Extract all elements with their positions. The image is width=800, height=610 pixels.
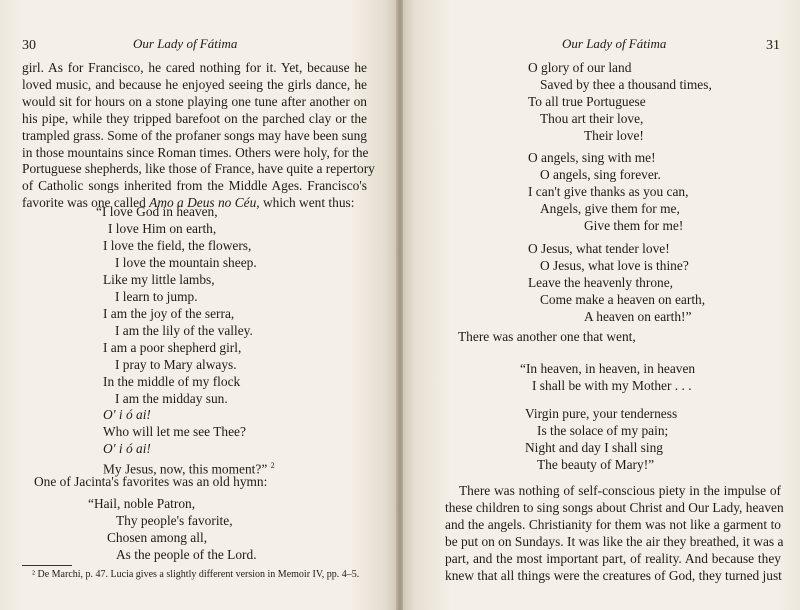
verse-line: Thou art their love, <box>540 110 644 126</box>
text-line: would sit for hours on a stone playing one tune after another on <box>22 93 367 109</box>
verse-line: As the people of the Lord. <box>116 546 257 562</box>
verse-line: O Jesus, what tender love! <box>528 241 670 256</box>
verse-line: I can't give thanks as you can, <box>528 183 689 199</box>
verse-line: Chosen among all, <box>107 529 208 545</box>
verse-line: In the middle of my flock <box>103 373 241 389</box>
verse-line: Night and day I shall sing <box>525 439 663 455</box>
verse-line: “In heaven, in heaven, in heaven <box>520 361 696 376</box>
verse-line: I am a poor shepherd girl, <box>103 340 242 355</box>
text-line: trampled grass. Some of the profaner songs may have been sung <box>22 127 367 143</box>
verse-line: The beauty of Mary!” <box>537 456 655 472</box>
verse-line: O angels, sing forever. <box>540 166 661 182</box>
left-page <box>0 0 397 610</box>
text-line: part, and the most important part, of reality. And because they <box>445 550 781 566</box>
verse-line: I love the mountain sheep. <box>115 254 257 270</box>
song1-stanza-3 <box>103 340 241 408</box>
song1-stanza-4 <box>103 407 275 478</box>
verse-line: A heaven on earth!” <box>584 308 692 324</box>
verse-line: “Hail, noble Patron, <box>88 496 196 511</box>
text-line: these children to sing songs about Christ and Our Lady, heaven <box>445 499 784 515</box>
song3-stanza-1 <box>520 361 695 395</box>
verse-line: I pray to Mary always. <box>115 356 237 372</box>
right-page <box>403 0 800 610</box>
verse-line: I love Him on earth, <box>108 220 217 236</box>
text-line: his pipe, while they tripped barefoot on the parched clay or the <box>22 110 367 126</box>
verse-line: Come make a heaven on earth, <box>540 291 706 307</box>
closing-paragraph <box>445 483 784 584</box>
footnote-marker: 2 <box>270 460 275 470</box>
verse-line: “I love God in heaven, <box>96 204 218 219</box>
verse-line: I love the field, the flowers, <box>103 237 252 253</box>
footnote: ² De Marchi, p. 47. Lucia gives a slightly different version in Memoir IV, pp. 4–5. <box>32 569 360 580</box>
right-running-head: Our Lady of Fátima <box>562 36 667 51</box>
song1-stanza-2 <box>103 272 253 340</box>
verse-line: Angels, give them for me, <box>540 200 680 216</box>
verse-line: O glory of our land <box>528 60 632 75</box>
hymn-stanza-4 <box>528 241 705 326</box>
verse-line: Saved by thee a thousand times, <box>540 76 712 92</box>
text-line: loved music, and because he enjoyed seeing the girls dance, he <box>22 76 367 92</box>
another-song-intro: There was another one that went, <box>458 329 636 344</box>
verse-line: Who will let me see Thee? <box>103 423 246 439</box>
song3-stanza-2 <box>525 406 677 474</box>
text-fragment: favorite was one called <box>22 195 150 211</box>
verse-line: I learn to jump. <box>115 288 198 304</box>
text-fragment: My Jesus, now, this moment?” <box>103 461 268 477</box>
verse-line: Give them for me! <box>584 217 684 233</box>
verse-line: I am the joy of the serra, <box>103 305 235 321</box>
hymn-stanza-1 <box>88 496 257 564</box>
footnote-rule <box>22 565 72 566</box>
right-page-number: 31 <box>766 38 780 53</box>
verse-line: Is the solace of my pain; <box>537 422 669 438</box>
verse-line: I am the lily of the valley. <box>115 322 253 338</box>
text-line: be put on on Sundays. It was like the air they breathed, it was a <box>445 533 784 549</box>
verse-line: Virgin pure, your tenderness <box>525 406 678 421</box>
song1-stanza-1 <box>96 204 257 272</box>
verse-line: Leave the heavenly throne, <box>528 274 673 290</box>
verse-line: Their love! <box>584 127 644 143</box>
text-fragment: which went thus: <box>259 195 355 211</box>
text-line: and the angels. Christianity for them was not like a garment to <box>445 516 781 532</box>
verse-line: O' i ó ai! <box>103 440 151 456</box>
left-running-head: Our Lady of Fátima <box>133 36 238 51</box>
verse-line: To all true Portuguese <box>528 93 646 109</box>
verse-line: I am the midday sun. <box>115 390 228 406</box>
text-line: girl. As for Francisco, he cared nothing for it. Yet, because he <box>22 60 367 75</box>
verse-line: O' i ó ai! <box>103 407 151 422</box>
text-line: There was nothing of self-conscious piety in the impulse of <box>459 483 781 498</box>
verse-line: O Jesus, what love is thine? <box>540 257 689 273</box>
left-page-number: 30 <box>22 38 36 53</box>
text-line: in those mountains since Roman times. Others were holy, for the <box>22 144 369 160</box>
verse-line: Thy people's favorite, <box>116 512 233 528</box>
verse-line: Like my little lambs, <box>103 272 215 287</box>
hymn-stanza-2 <box>528 60 712 145</box>
verse-line: O angels, sing with me! <box>528 150 656 165</box>
left-paragraph-1 <box>22 60 375 212</box>
jacinta-hymn-intro: One of Jacinta's favorites was an old hymn: <box>34 474 268 489</box>
text-line: of Catholic songs inherited from the Middle Ages. Francisco's <box>22 178 367 194</box>
hymn-stanza-3 <box>528 150 688 235</box>
text-line: Portuguese shepherds, like those of France, have quite a repertory <box>22 161 375 177</box>
verse-line: I shall be with my Mother . . . <box>532 377 692 393</box>
song-title: Amo a Deus no Céu, <box>149 195 260 211</box>
text-line: knew that all things were the creatures of God, they turned just <box>445 567 782 583</box>
